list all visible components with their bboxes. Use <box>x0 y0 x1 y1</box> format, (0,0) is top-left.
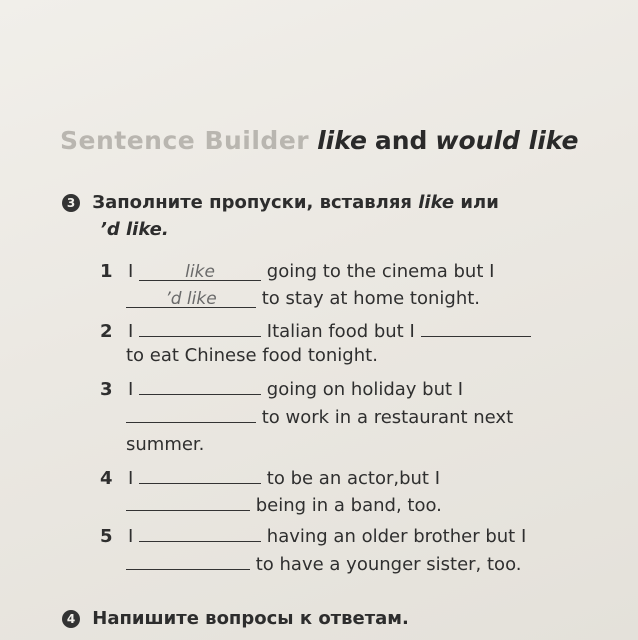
answer-blank[interactable]: ’d like <box>126 289 256 308</box>
answer-blank[interactable] <box>126 551 250 570</box>
exercise-item-3-line-1 <box>100 376 463 400</box>
exercise-item-4-line-2 <box>126 492 442 516</box>
exercise-item-5-line-2 <box>126 551 522 575</box>
answer-blank[interactable] <box>139 523 261 542</box>
item-text: to eat Chinese food tonight. <box>126 345 378 366</box>
exercise-item-3-line-2 <box>126 404 513 428</box>
item-text: having an older brother but I <box>266 526 527 547</box>
item-pronoun: I <box>128 526 134 547</box>
section-title-would-like: would like <box>435 126 579 155</box>
exercise-item-3-line-3 <box>126 434 204 455</box>
item-text: to have a younger sister, too. <box>255 554 522 575</box>
answer-blank[interactable] <box>126 492 250 511</box>
section-title-like: like <box>317 126 367 155</box>
item-number: 3 <box>100 379 113 400</box>
item-text: to work in a restaurant next <box>261 407 514 428</box>
task3-instruction <box>62 192 499 213</box>
item-text: summer. <box>126 434 205 455</box>
section-heading <box>60 126 578 155</box>
task4-instruction <box>62 608 409 629</box>
item-text: Italian food but I <box>266 321 415 342</box>
task3-number-badge: 3 <box>62 194 80 212</box>
item-pronoun: I <box>128 261 134 282</box>
section-title-and: and <box>374 126 428 155</box>
exercise-item-4-line-1 <box>100 465 440 489</box>
task3-instruction-dlike: ’d like. <box>100 219 169 240</box>
answer-blank[interactable] <box>139 376 261 395</box>
task3-instruction-like: like <box>418 192 455 213</box>
answer-blank[interactable] <box>126 404 256 423</box>
section-title-prefix: Sentence Builder <box>60 126 310 155</box>
task3-instruction-line2 <box>100 219 169 240</box>
item-text: going on holiday but I <box>266 379 464 400</box>
task4-number-badge: 4 <box>62 610 80 628</box>
item-number: 1 <box>100 261 113 282</box>
exercise-item-2-line-2 <box>126 345 378 366</box>
item-text: to be an actor,but I <box>266 468 440 489</box>
item-pronoun: I <box>128 468 134 489</box>
item-number: 4 <box>100 468 113 489</box>
item-number: 5 <box>100 526 113 547</box>
task3-instruction-or: или <box>460 192 499 213</box>
item-text: to stay at home tonight. <box>261 288 481 309</box>
item-number: 2 <box>100 321 113 342</box>
answer-blank[interactable] <box>421 318 531 337</box>
exercise-item-1-line-2 <box>126 288 480 309</box>
task4-instruction-text: Напишите вопросы к ответам. <box>92 608 409 629</box>
exercise-item-5-line-1 <box>100 523 526 547</box>
item-pronoun: I <box>128 379 134 400</box>
answer-blank[interactable]: like <box>139 262 261 281</box>
exercise-item-1-line-1 <box>100 261 494 282</box>
answer-blank[interactable] <box>139 318 261 337</box>
task3-instruction-text: Заполните пропуски, вставляя <box>92 192 412 213</box>
item-text: being in a band, too. <box>255 495 442 516</box>
exercise-item-2-line-1 <box>100 318 531 342</box>
answer-blank[interactable] <box>139 465 261 484</box>
item-text: going to the cinema but I <box>266 261 495 282</box>
item-pronoun: I <box>128 321 134 342</box>
